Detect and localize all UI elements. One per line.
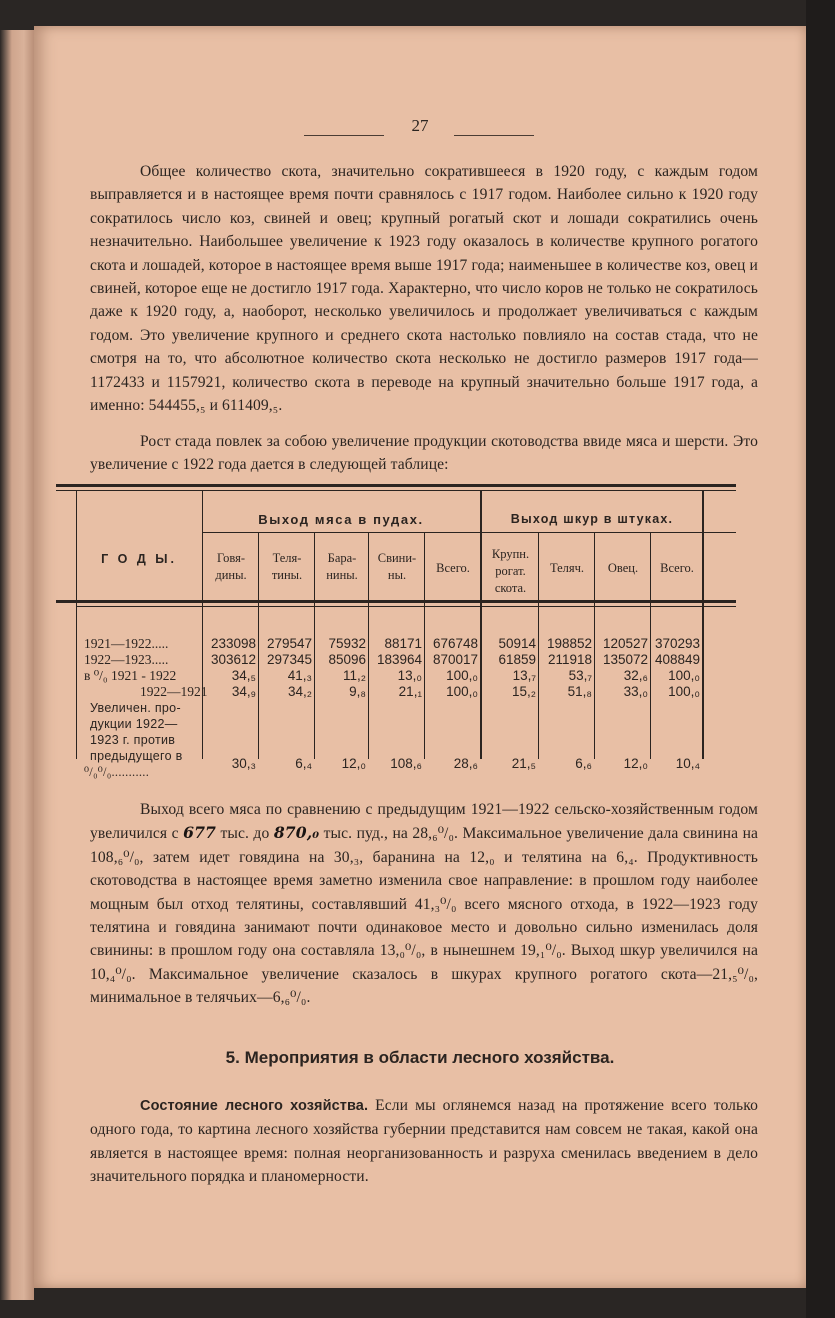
row-label-increase — [84, 700, 183, 780]
row-label-pct-1922-1923: 1922—1921 — [140, 684, 208, 699]
increase-label-line: Увеличен. про- — [90, 701, 181, 715]
table-cell: 198852 — [546, 636, 592, 651]
table-vline — [202, 491, 203, 759]
handwritten-correction-1: 677 — [183, 823, 216, 843]
paragraph-4-lead: Состояние лесного хозяйства. — [140, 1098, 369, 1114]
meat-group-header: Выход мяса в пудах. — [258, 512, 424, 527]
paragraph-4-text: Если мы оглянемся назад на протяжение всего только одного года, то картина лесного хозяйства губернии представится нам совсем не такая, какой она является в настоящее время: полная неорганизованность и разруха сменилась введением в дело значительного порядка и планомерности. — [90, 1097, 759, 1186]
col-header-calf-hides: Теляч. — [549, 561, 585, 575]
table-cell-increase: 108,₆ — [390, 756, 422, 771]
col-header-pork: Свини-ны. — [377, 551, 417, 582]
table-cell: 34,₅ — [231, 668, 256, 683]
section-heading: 5. Мероприятия в области лесного хозяйства. — [225, 1048, 615, 1067]
paragraph-1 — [90, 160, 758, 417]
table-cell: 34,₂ — [287, 684, 312, 699]
col-header-mutton: Бара-нины. — [326, 551, 358, 582]
years-header: Г О Д Ы. — [101, 552, 177, 566]
table-cell: 120527 — [602, 636, 648, 651]
row-label-1921-1922: 1921—1922..... — [84, 636, 169, 651]
col-header-cattle-hides: Крупн. рогат. скота. — [491, 547, 530, 595]
scan-background — [806, 0, 835, 1318]
table-cell: 34,₉ — [231, 684, 256, 699]
table-cell: 50914 — [498, 636, 536, 651]
production-table — [56, 484, 736, 784]
table-cell: 370293 — [654, 636, 700, 651]
table-cell: 53,₇ — [568, 668, 592, 683]
header-bottom-rule-thin — [76, 606, 736, 607]
table-cell: 297345 — [266, 652, 312, 667]
table-cell: 15,₂ — [511, 684, 536, 699]
paragraph-2 — [90, 430, 758, 477]
table-cell: 11,₂ — [342, 668, 366, 683]
table-cell: 135072 — [602, 652, 648, 667]
row-label-pct-1921-1922: в ⁰/₀ 1921 - 1922 — [84, 668, 177, 683]
increase-label-line: предыдущего в — [90, 749, 183, 763]
left-page-edge — [0, 30, 34, 1300]
table-cell: 870017 — [432, 652, 478, 667]
increase-label-line: дукции 1922— — [90, 717, 178, 731]
table-cell: 75932 — [328, 636, 366, 651]
table-cell: 51,₈ — [567, 684, 592, 699]
paragraph-4 — [90, 1094, 758, 1189]
table-cell: 676748 — [432, 636, 478, 651]
table-cell: 61859 — [498, 652, 536, 667]
table-vline — [702, 491, 704, 759]
page-number-rule-left — [304, 135, 384, 136]
table-cell: 21,₁ — [398, 684, 422, 699]
table-cell: 211918 — [547, 652, 592, 667]
col-header-beef: Говя-дины. — [215, 551, 247, 582]
table-top-rule-thin — [56, 490, 736, 491]
table-cell: 233098 — [210, 636, 256, 651]
col-header-hides-total: Всего. — [660, 561, 694, 575]
table-cell-increase: 6,₄ — [295, 756, 312, 771]
table-cell: 88171 — [384, 636, 422, 651]
hides-group-header: Выход шкур в штуках. — [510, 512, 674, 526]
table-cell: 33,₀ — [623, 684, 648, 699]
paragraph-3-text-c: тыс. пуд., на 28,₆⁰/₀. Максимальное увеличение дала свинина на 108,₆⁰/₀, затем идет говядина на 30,₃, баранина на 12,₀ и телятина на 6,₄. Продуктивность скотоводства в настоящее время заметно изменила свое направление: в прошлом году наиболее мощным был отход телятины, составлявший 41,₃⁰/₀ всего мясного отхода, в 1922—1923 году телятина и говядина занимают почти одинаковое место и довольно сильно изменилась доля свинины: в прошлом году она составляла 13,₀⁰/₀, в нынешнем 19,₁⁰/₀. Выход шкур увеличился на 10,₄⁰/₀. Максимальное увеличение сказалось в шкурах крупного рогатого скота—21,₅⁰/₀, минимальное в телячьих—6,₆⁰/₀. — [90, 825, 759, 1007]
table-cell-increase: 6,₆ — [575, 756, 592, 771]
table-vline — [480, 491, 482, 759]
table-cell-increase: 21,₅ — [511, 756, 536, 771]
increase-label-line: ⁰/₀⁰/₀........... — [84, 765, 150, 779]
table-cell: 32,₆ — [623, 668, 648, 683]
row-label-1922-1923: 1922—1923..... — [84, 652, 169, 667]
table-cell: 9,₈ — [349, 684, 366, 699]
group-underline — [202, 532, 736, 533]
page-number: 27 — [411, 116, 429, 135]
table-cell-increase: 28,₆ — [453, 756, 478, 771]
table-cell: 13,₇ — [512, 668, 536, 683]
table-cell: 183964 — [376, 652, 422, 667]
col-header-meat-total: Всего. — [436, 561, 470, 575]
handwritten-correction-2: 870,₀ — [273, 823, 320, 843]
col-header-veal: Теля-тины. — [271, 551, 303, 582]
col-header-sheep-hides: Овец. — [607, 561, 639, 575]
table-cell: 100,₀ — [668, 668, 700, 683]
table-vline — [76, 491, 77, 759]
document-page — [34, 26, 806, 1288]
paragraph-3 — [90, 798, 758, 1010]
table-cell: 100,₀ — [668, 684, 700, 699]
page-number-rule-right — [454, 135, 534, 136]
table-cell-increase: 12,₀ — [623, 756, 648, 771]
table-cell: 85096 — [328, 652, 366, 667]
table-cell: 303612 — [210, 652, 256, 667]
table-cell: 41,₃ — [287, 668, 312, 683]
paragraph-3-text-b: тыс. до — [220, 825, 270, 843]
table-top-rule — [56, 484, 736, 487]
table-cell-increase: 30,₃ — [231, 756, 256, 771]
table-cell: 408849 — [654, 652, 700, 667]
paragraph-1-text: Общее количество скота, значительно сократившееся в 1920 году, с каждым годом выправляется и в настоящее время почти сравнялось с 1917 годом. Наиболее сильно к 1920 году сократилось число коз, свиней и овец; крупный рогатый скот и лошади сократились очень незначительно. Наибольшее увеличение к 1923 году оказалось в количестве крупного рогатого скота и лошадей, которое в настоящее время выше 1917 года; наименьшее в количестве коз, овец и свиней, которое еще не достигло 1917 года. Характерно, что число коров не только не сократилось даже к 1920 году, а, наоборот, несколько увеличилось и продолжает увеличиваться с каждым годом. Это увеличение крупного и среднего скота настолько повлияло на состав стада, что не смотря на то, что абсолютное количество скота несколько не достигло размеров 1917 года—1172433 и 1157921, количество скота в переводе на крупный значительно больше 1917 года, а именно: 544455,₅ и 611409,₅. — [90, 163, 758, 415]
table-cell-increase: 12,₀ — [341, 756, 366, 771]
paragraph-2-text: Рост стада повлек за собою увеличение продукции скотоводства ввиде мяса и шерсти. Это увеличение с 1922 года дается в следующей таблице: — [90, 433, 758, 474]
table-cell: 100,₀ — [446, 684, 478, 699]
header-bottom-rule — [56, 600, 736, 603]
table-cell: 100,₀ — [446, 668, 478, 683]
paragraph-3-text-a: Выход всего мяса по сравнению с предыдущим 1921—1922 сельско-хозяйственным годом увеличился с — [90, 801, 758, 843]
table-cell-increase: 10,₄ — [675, 756, 700, 771]
table-cell: 279547 — [266, 636, 312, 651]
increase-label-line: 1923 г. против — [90, 733, 176, 747]
table-cell: 13,₀ — [397, 668, 422, 683]
